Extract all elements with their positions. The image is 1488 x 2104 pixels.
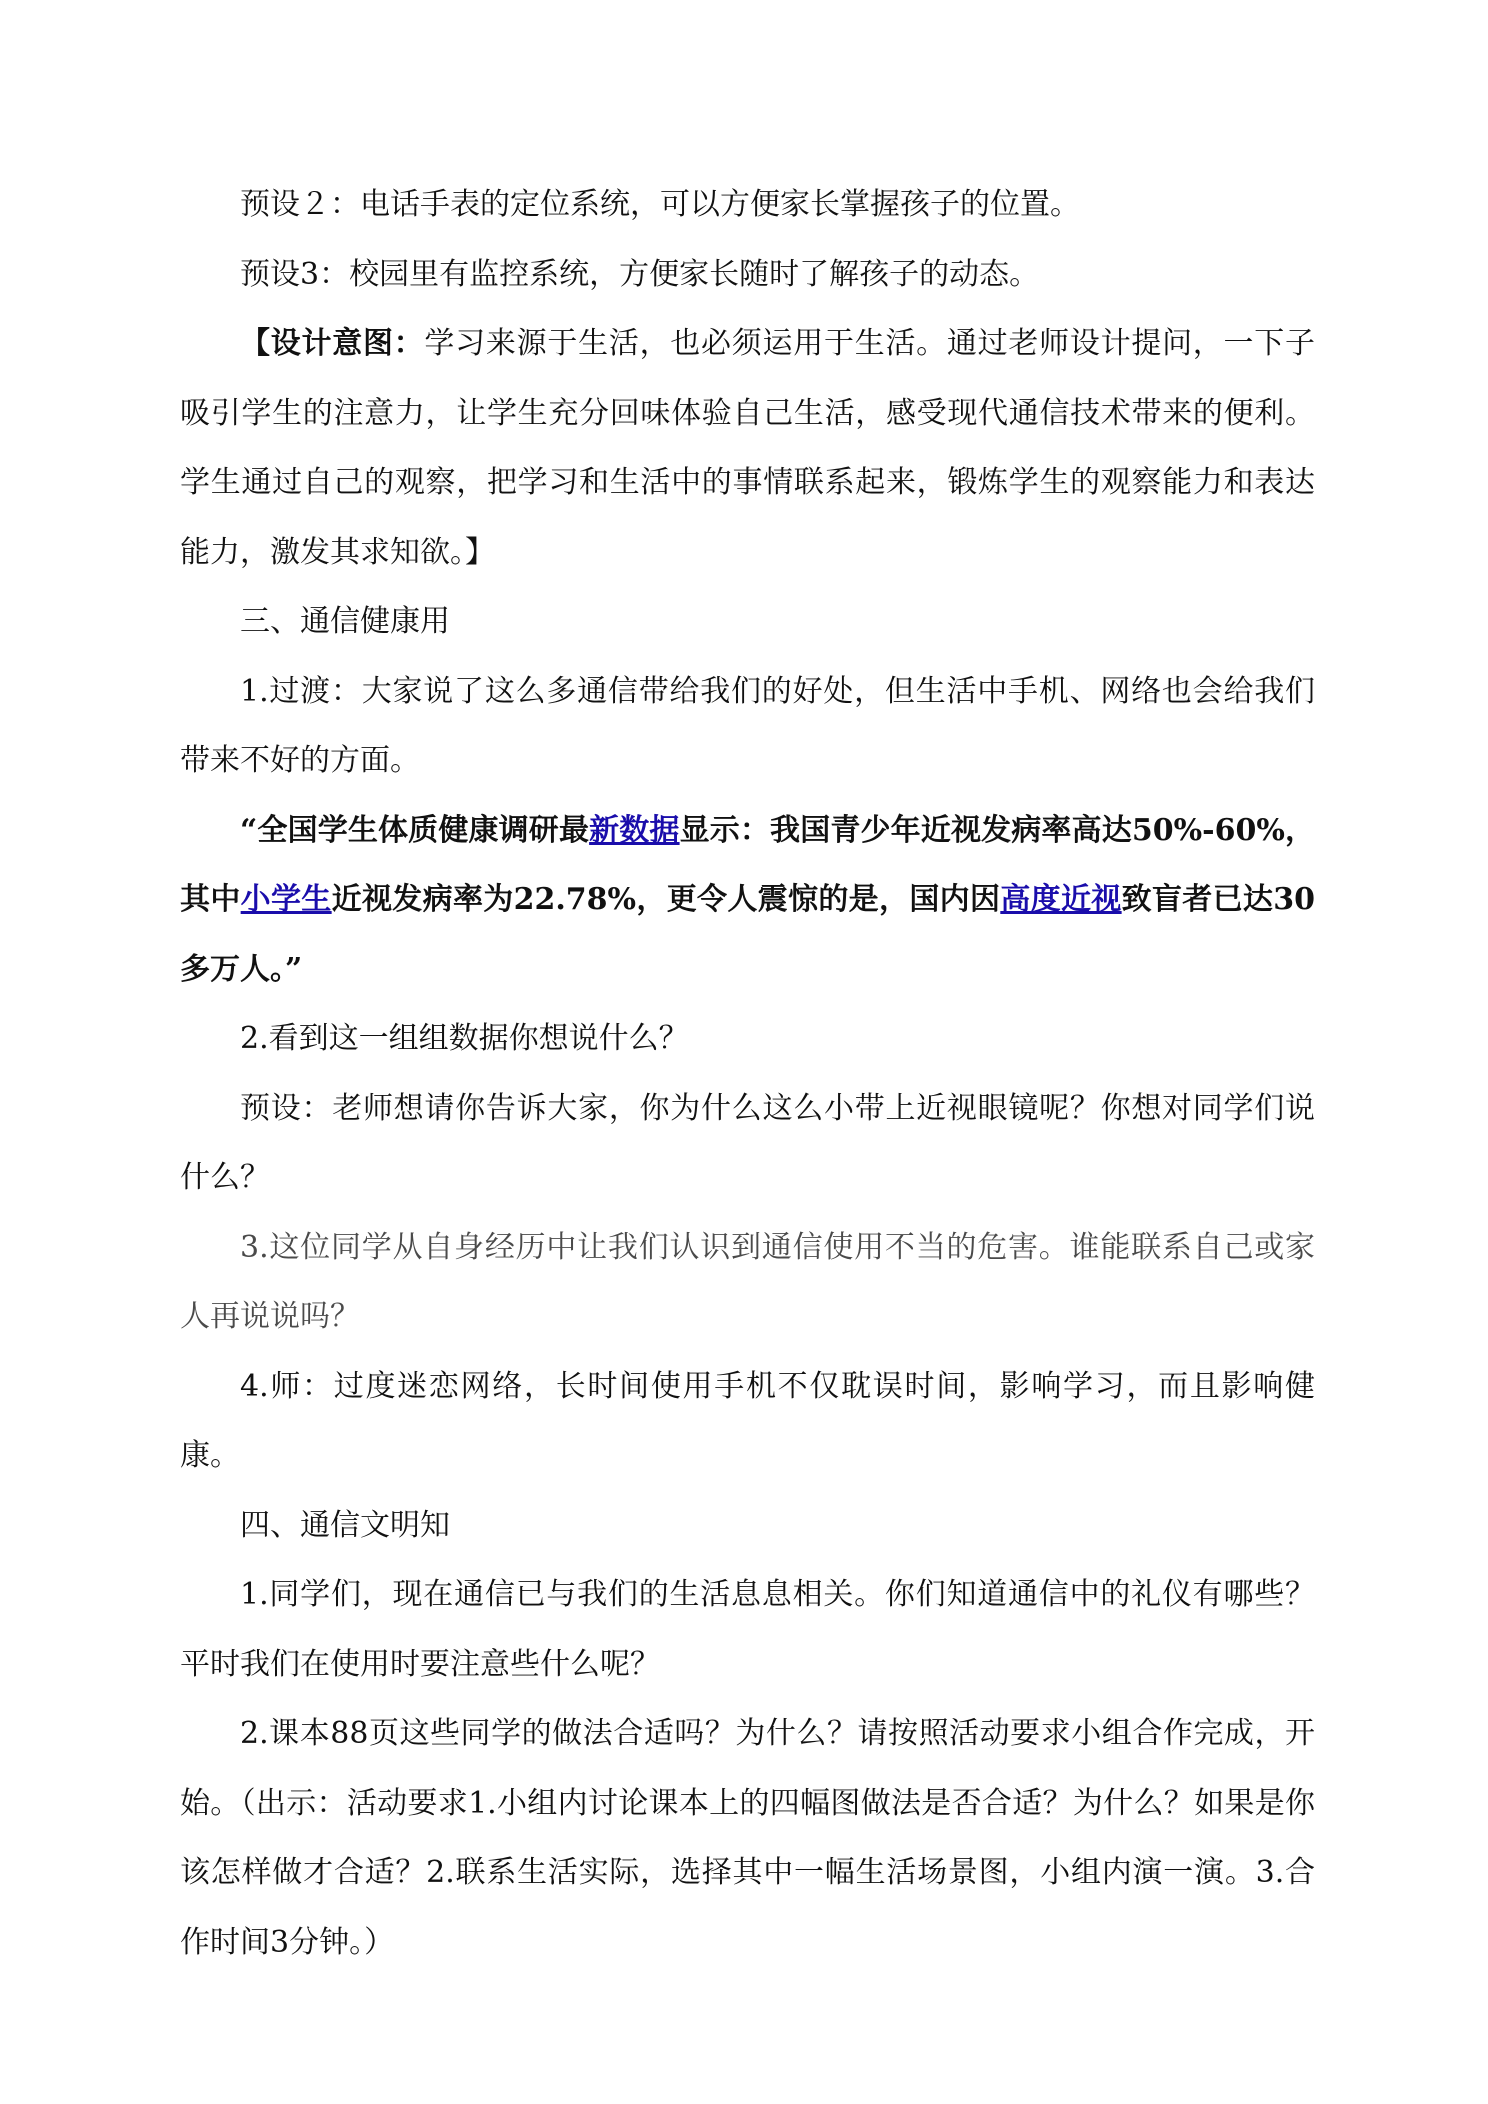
document-body <box>180 170 1315 1977</box>
paragraph-preset-2: 预设２：电话手表的定位系统，可以方便家长掌握孩子的位置。 <box>240 187 1080 222</box>
paragraph-activity-2: 2.课本88页这些同学的做法合适吗？为什么？请按照活动要求小组合作完成，开始。（出示：活动要求1.小组内讨论课本上的四幅图做法是否合适？为什么？如果是你该怎样做才合适？2.联系生活实际，选择其中一幅生活场景图，小组内演一演。3.合作时间3分钟。） <box>180 1716 1315 1960</box>
paragraph-preset-myopia: 预设：老师想请你告诉大家，你为什么这么小带上近视眼镜呢？你想对同学们说什么？ <box>180 1090 1315 1195</box>
section-heading-4: 四、通信文明知 <box>240 1507 450 1543</box>
link-new-data[interactable]: 新数据 <box>589 812 680 848</box>
paragraph-preset-3: 预设3：校园里有监控系统，方便家长随时了解孩子的动态。 <box>240 256 1040 292</box>
paragraph-transition: 1.过渡：大家说了这么多通信带给我们的好处，但生活中手机、网络也会给我们带来不好的方面。 <box>180 673 1315 778</box>
quote-segment-4: 致盲者已达30多万人。” <box>180 882 1316 987</box>
link-high-myopia[interactable]: 高度近视 <box>1000 882 1122 917</box>
paragraph-question-2: 2.看到这一组组数据你想说什么？ <box>240 1021 689 1056</box>
paragraph-design-intent <box>180 309 1315 587</box>
paragraph-question-3: 3.这位同学从自身经历中让我们认识到通信使用不当的危害。谁能联系自己或家人再说说吗？ <box>180 1229 1315 1334</box>
design-intent-label: 【设计意图： <box>240 326 425 361</box>
paragraph-teacher-4: 4.师：过度迷恋网络，长时间使用手机不仅耽误时间，影响学习，而且影响健康。 <box>180 1368 1315 1473</box>
quote-segment-2: 显示：我国青少年近视发病率高达50%-60%，其中 <box>180 812 1315 917</box>
quote-segment-1: “全国学生体质健康调研最 <box>240 812 590 848</box>
quote-segment-3: 近视发病率为22.78%，更令人震惊的是，国内因 <box>331 882 1001 917</box>
design-intent-text: 学习来源于生活，也必须运用于生活。通过老师设计提问，一下子吸引学生的注意力，让学生充分回味体验自己生活，感受现代通信技术带来的便利。学生通过自己的观察，把学习和生活中的事情联系起来，锻炼学生的观察能力和表达能力，激发其求知欲。】 <box>180 326 1316 570</box>
paragraph-quote <box>180 796 1315 1005</box>
paragraph-etiquette-1: 1.同学们，现在通信已与我们的生活息息相关。你们知道通信中的礼仪有哪些？平时我们在使用时要注意些什么呢？ <box>180 1577 1315 1682</box>
link-primary-students[interactable]: 小学生 <box>240 882 332 917</box>
section-heading-3: 三、通信健康用 <box>240 604 450 639</box>
